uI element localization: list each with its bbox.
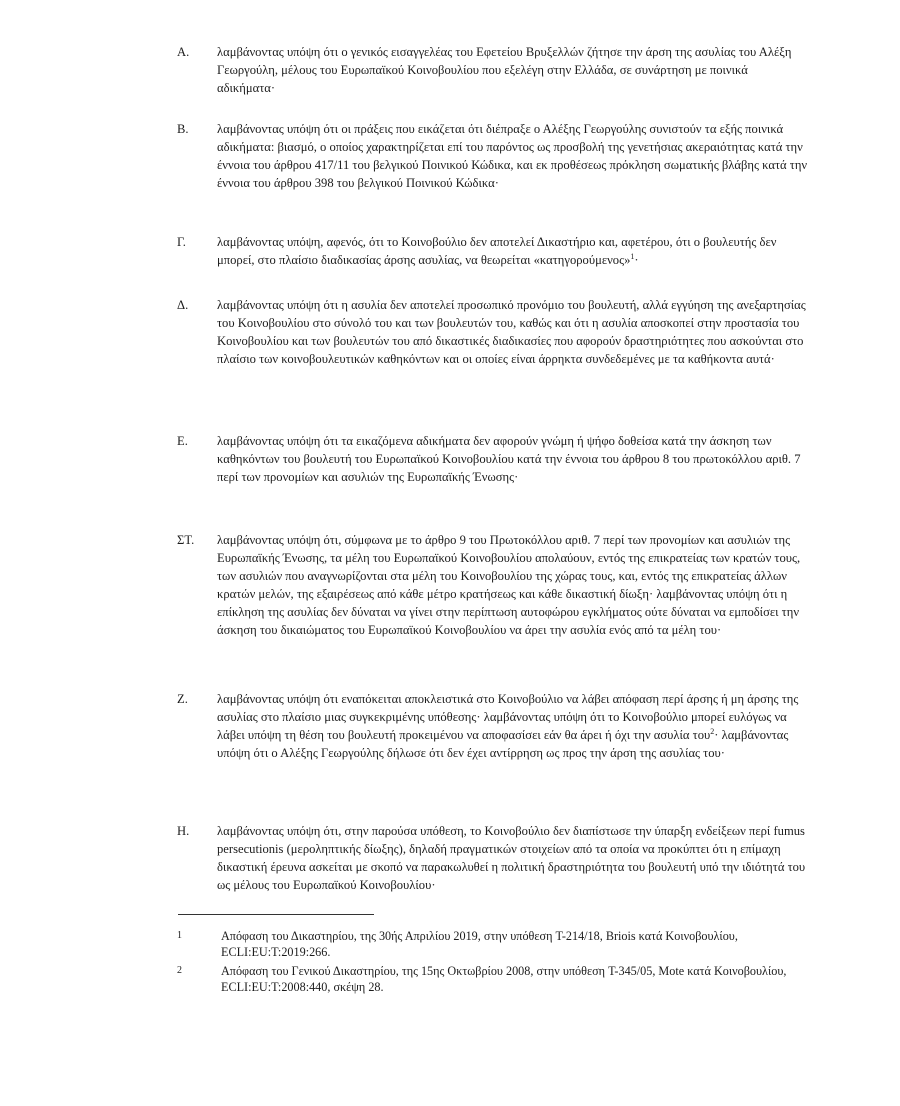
footnote-1 — [177, 928, 797, 960]
recital-text: λαμβάνοντας υπόψη ότι τα εικαζόμενα αδικήματα δεν αφορούν γνώμη ή ψήφο δοθείσα κατά την άσκηση των καθηκόντων του βουλευτή του Ευρωπαϊκού Κοινοβουλίου κατά την έννοια του άρθρου 8 του πρωτοκόλλου αριθ. 7 περί των προνομίων και ασυλιών της Ευρωπαϊκής Ένωσης· — [217, 434, 801, 484]
footnote-number: 1 — [177, 930, 182, 941]
footnote-text: Απόφαση του Δικαστηρίου, της 30ής Απριλίου 2019, στην υπόθεση T-214/18, Briois κατά Κοινοβουλίου, ECLI:EU:T:2019:266. — [221, 929, 738, 959]
recital-text: λαμβάνοντας υπόψη ότι, σύμφωνα με το άρθρο 9 του Πρωτοκόλλου αριθ. 7 περί των προνομίων και ασυλιών της Ευρωπαϊκής Ένωσης, τα μέλη του Ευρωπαϊκού Κοινοβουλίου απολαύουν, εντός της επικρατείας των κρατών τους, των ασυλιών που αναγνωρίζονται στα μέλη του Κοινοβουλίου της χώρας τους, και, εντός της επικρατείας άλλων κρατών μελών, της εξαιρέσεως από κάθε μέτρο κρατήσεως και κάθε δικαστική δίωξη· λαμβάνοντας υπόψη ότι η επίκληση της ασυλίας δεν δύναται να γίνει στην περίπτωση αυτοφώρου εγκλήματος ούτε δύναται να εμποδίσει την άσκηση του δικαιώματος του Ευρωπαϊκού Κοινοβουλίου να άρει την ασυλία ενός από τα μέλη του· — [217, 533, 801, 637]
recital-b — [177, 120, 809, 192]
recital-text: λαμβάνοντας υπόψη ότι η ασυλία δεν αποτελεί προσωπικό προνόμιο του βουλευτή, αλλά εγγύηση της ανεξαρτησίας του Κοινοβουλίου στο σύνολό του και των βουλευτών του, καθώς και ότι η ασυλία αποσκοπεί στην προστασία του Κοινοβουλίου και των βουλευτών του από δικαστικές διαδικασίες που αφορούν δραστηριότητες που ασκούνται στο πλαίσιο των κοινοβουλευτικών καθηκόντων και οι οποίες είναι άρρηκτα συνδεδεμένες με τα καθήκοντα αυτά· — [217, 298, 806, 366]
recital-text: λαμβάνοντας υπόψη ότι εναπόκειται αποκλειστικά στο Κοινοβούλιο να λάβει απόφαση περί άρσης ή μη άρσης της ασυλίας στο πλαίσιο μιας συγκεκριμένης υπόθεσης· λαμβάνοντας υπόψη ότι το Κοινοβούλιο μπορεί ευλόγως να λάβει υπόψη τη θέση του βουλευτή προκειμένου να αποφασίσει εάν θα άρει ή όχι την ασυλία του — [217, 692, 799, 742]
recital-text-wrap — [217, 233, 809, 269]
recital-label: Β. — [177, 122, 189, 136]
recital-g — [177, 690, 809, 762]
footnote-ref: 2 — [710, 726, 715, 736]
recital-label: ΣΤ. — [177, 533, 195, 547]
footnote-separator — [178, 914, 374, 915]
recital-text: λαμβάνοντας υπόψη ότι οι πράξεις που εικάζεται ότι διέπραξε ο Αλέξης Γεωργούλης συνιστούν τα εξής ποινικά αδικήματα: βιασμό, ο οποίος χαρακτηρίζεται επί του παρόντος ως προσβολή της γενετήσιας ακεραιότητας κατά την έννοια του άρθρου 417/11 του βελγικού Ποινικού Κώδικα, και εκ προθέσεως πρόκληση σωματικής βλάβης κατά την έννοια του άρθρου 398 του βελγικού Ποινικού Κώδικα· — [217, 122, 808, 190]
recital-e — [177, 432, 809, 486]
recital-a — [177, 43, 809, 97]
recital-f — [177, 531, 809, 639]
recital-label: Γ. — [177, 235, 186, 249]
recital-label: Η. — [177, 824, 190, 838]
recital-text: λαμβάνοντας υπόψη ότι, στην παρούσα υπόθεση, το Κοινοβούλιο δεν διαπίστωσε την ύπαρξη ενδείξεων περί fumus persecutionis (μεροληπτικής δίωξης), δηλαδή πραγματικών στοιχείων από τα οποία να προκύπτει ότι η επίμαχη δικαστική έρευνα ασκείται με σκοπό να παρακωλυθεί η πολιτική δραστηριότητα του βουλευτή υπό την ιδιότητά του ως μέλους του Ευρωπαϊκού Κοινοβουλίου· — [217, 824, 806, 892]
recital-text-tail: · — [634, 253, 639, 267]
recital-label: Α. — [177, 45, 190, 59]
recital-text: λαμβάνοντας υπόψη, αφενός, ότι το Κοινοβούλιο δεν αποτελεί Δικαστήριο και, αφετέρου, ότι ο βουλευτής δεν μπορεί, στο πλαίσιο διαδικασίας άρσης ασυλίας, να θεωρείται «κατηγορούμενος» — [217, 235, 777, 267]
footnote-number: 2 — [177, 965, 182, 976]
recital-label: Δ. — [177, 298, 189, 312]
recital-label: Ζ. — [177, 692, 188, 706]
recital-text-tail: · λαμβάνοντας υπόψη ότι ο Αλέξης Γεωργούλης δήλωσε ότι δεν έχει αντίρρηση ως προς την άρση της ασυλίας του· — [217, 728, 789, 760]
recital-label: Ε. — [177, 434, 188, 448]
recital-text-wrap — [217, 690, 809, 762]
footnote-2 — [177, 963, 797, 995]
footnote-ref: 1 — [630, 251, 635, 261]
recital-h — [177, 822, 809, 894]
recital-c — [177, 233, 809, 269]
recital-text: λαμβάνοντας υπόψη ότι ο γενικός εισαγγελέας του Εφετείου Βρυξελλών ζήτησε την άρση της ασυλίας του Αλέξη Γεωργούλη, μέλους του Ευρωπαϊκού Κοινοβουλίου που εξελέγη στην Ελλάδα, σε συνάρτηση με ποινικά αδικήματα· — [217, 45, 792, 95]
footnote-text: Απόφαση του Γενικού Δικαστηρίου, της 15ης Οκτωβρίου 2008, στην υπόθεση T-345/05, Mote κατά Κοινοβουλίου, ECLI:EU:T:2008:440, σκέψη 28. — [221, 964, 787, 994]
recital-d — [177, 296, 809, 368]
